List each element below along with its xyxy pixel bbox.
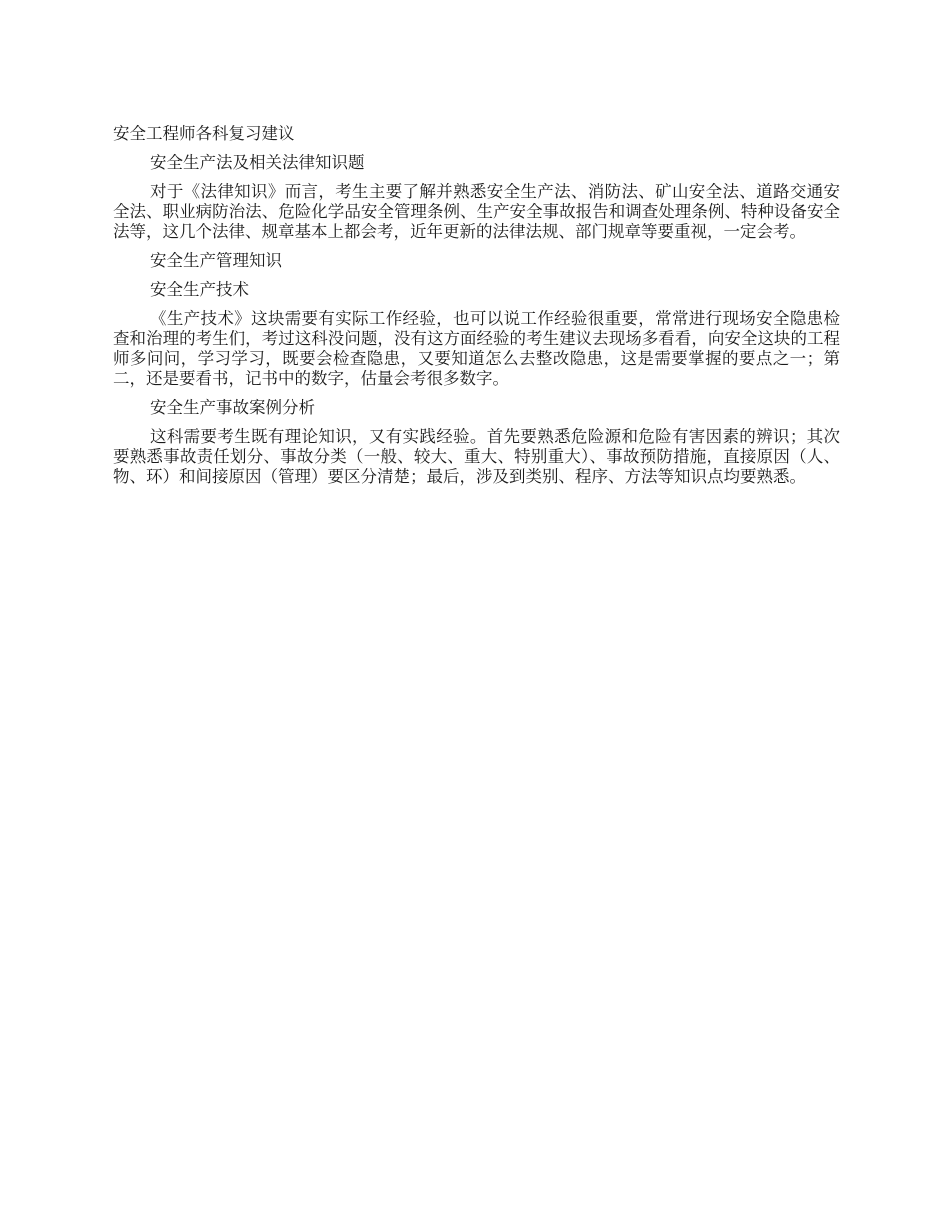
section-heading-management: 安全生产管理知识 bbox=[150, 251, 282, 270]
section-paragraph-law: 对于《法律知识》而言，考生主要了解并熟悉安全生产法、消防法、矿山安全法、道路交通安全法、职业病防治法、危险化学品安全管理条例、生产安全事故报告和调查处理条例、特种设备安全法等，这几个法律、规章基本上都会考，近年更新的法律法规、部门规章等要重视，一定会考。 bbox=[113, 182, 840, 241]
document-title: 安全工程师各科复习建议 bbox=[113, 124, 295, 143]
section-heading-case-analysis: 安全生产事故案例分析 bbox=[150, 398, 315, 417]
section-paragraph-technology: 《生产技术》这块需要有实际工作经验，也可以说工作经验很重要，常常进行现场安全隐患检查和治理的考生们，考过这科没问题，没有这方面经验的考生建议去现场多看看，向安全这块的工程师多问问，学习学习，既要会检查隐患，又要知道怎么去整改隐患，这是需要掌握的要点之一；第二，还是要看书，记书中的数字，估量会考很多数字。 bbox=[113, 309, 840, 388]
document-page bbox=[113, 124, 840, 496]
section-paragraph-case-analysis: 这科需要考生既有理论知识，又有实践经验。首先要熟悉危险源和危险有害因素的辨识；其次要熟悉事故责任划分、事故分类（一般、较大、重大、特别重大）、事故预防措施，直接原因（人、物、环）和间接原因（管理）要区分清楚；最后，涉及到类别、程序、方法等知识点均要熟悉。 bbox=[113, 427, 840, 486]
section-heading-law: 安全生产法及相关法律知识题 bbox=[150, 153, 365, 172]
section-heading-technology: 安全生产技术 bbox=[150, 280, 249, 299]
